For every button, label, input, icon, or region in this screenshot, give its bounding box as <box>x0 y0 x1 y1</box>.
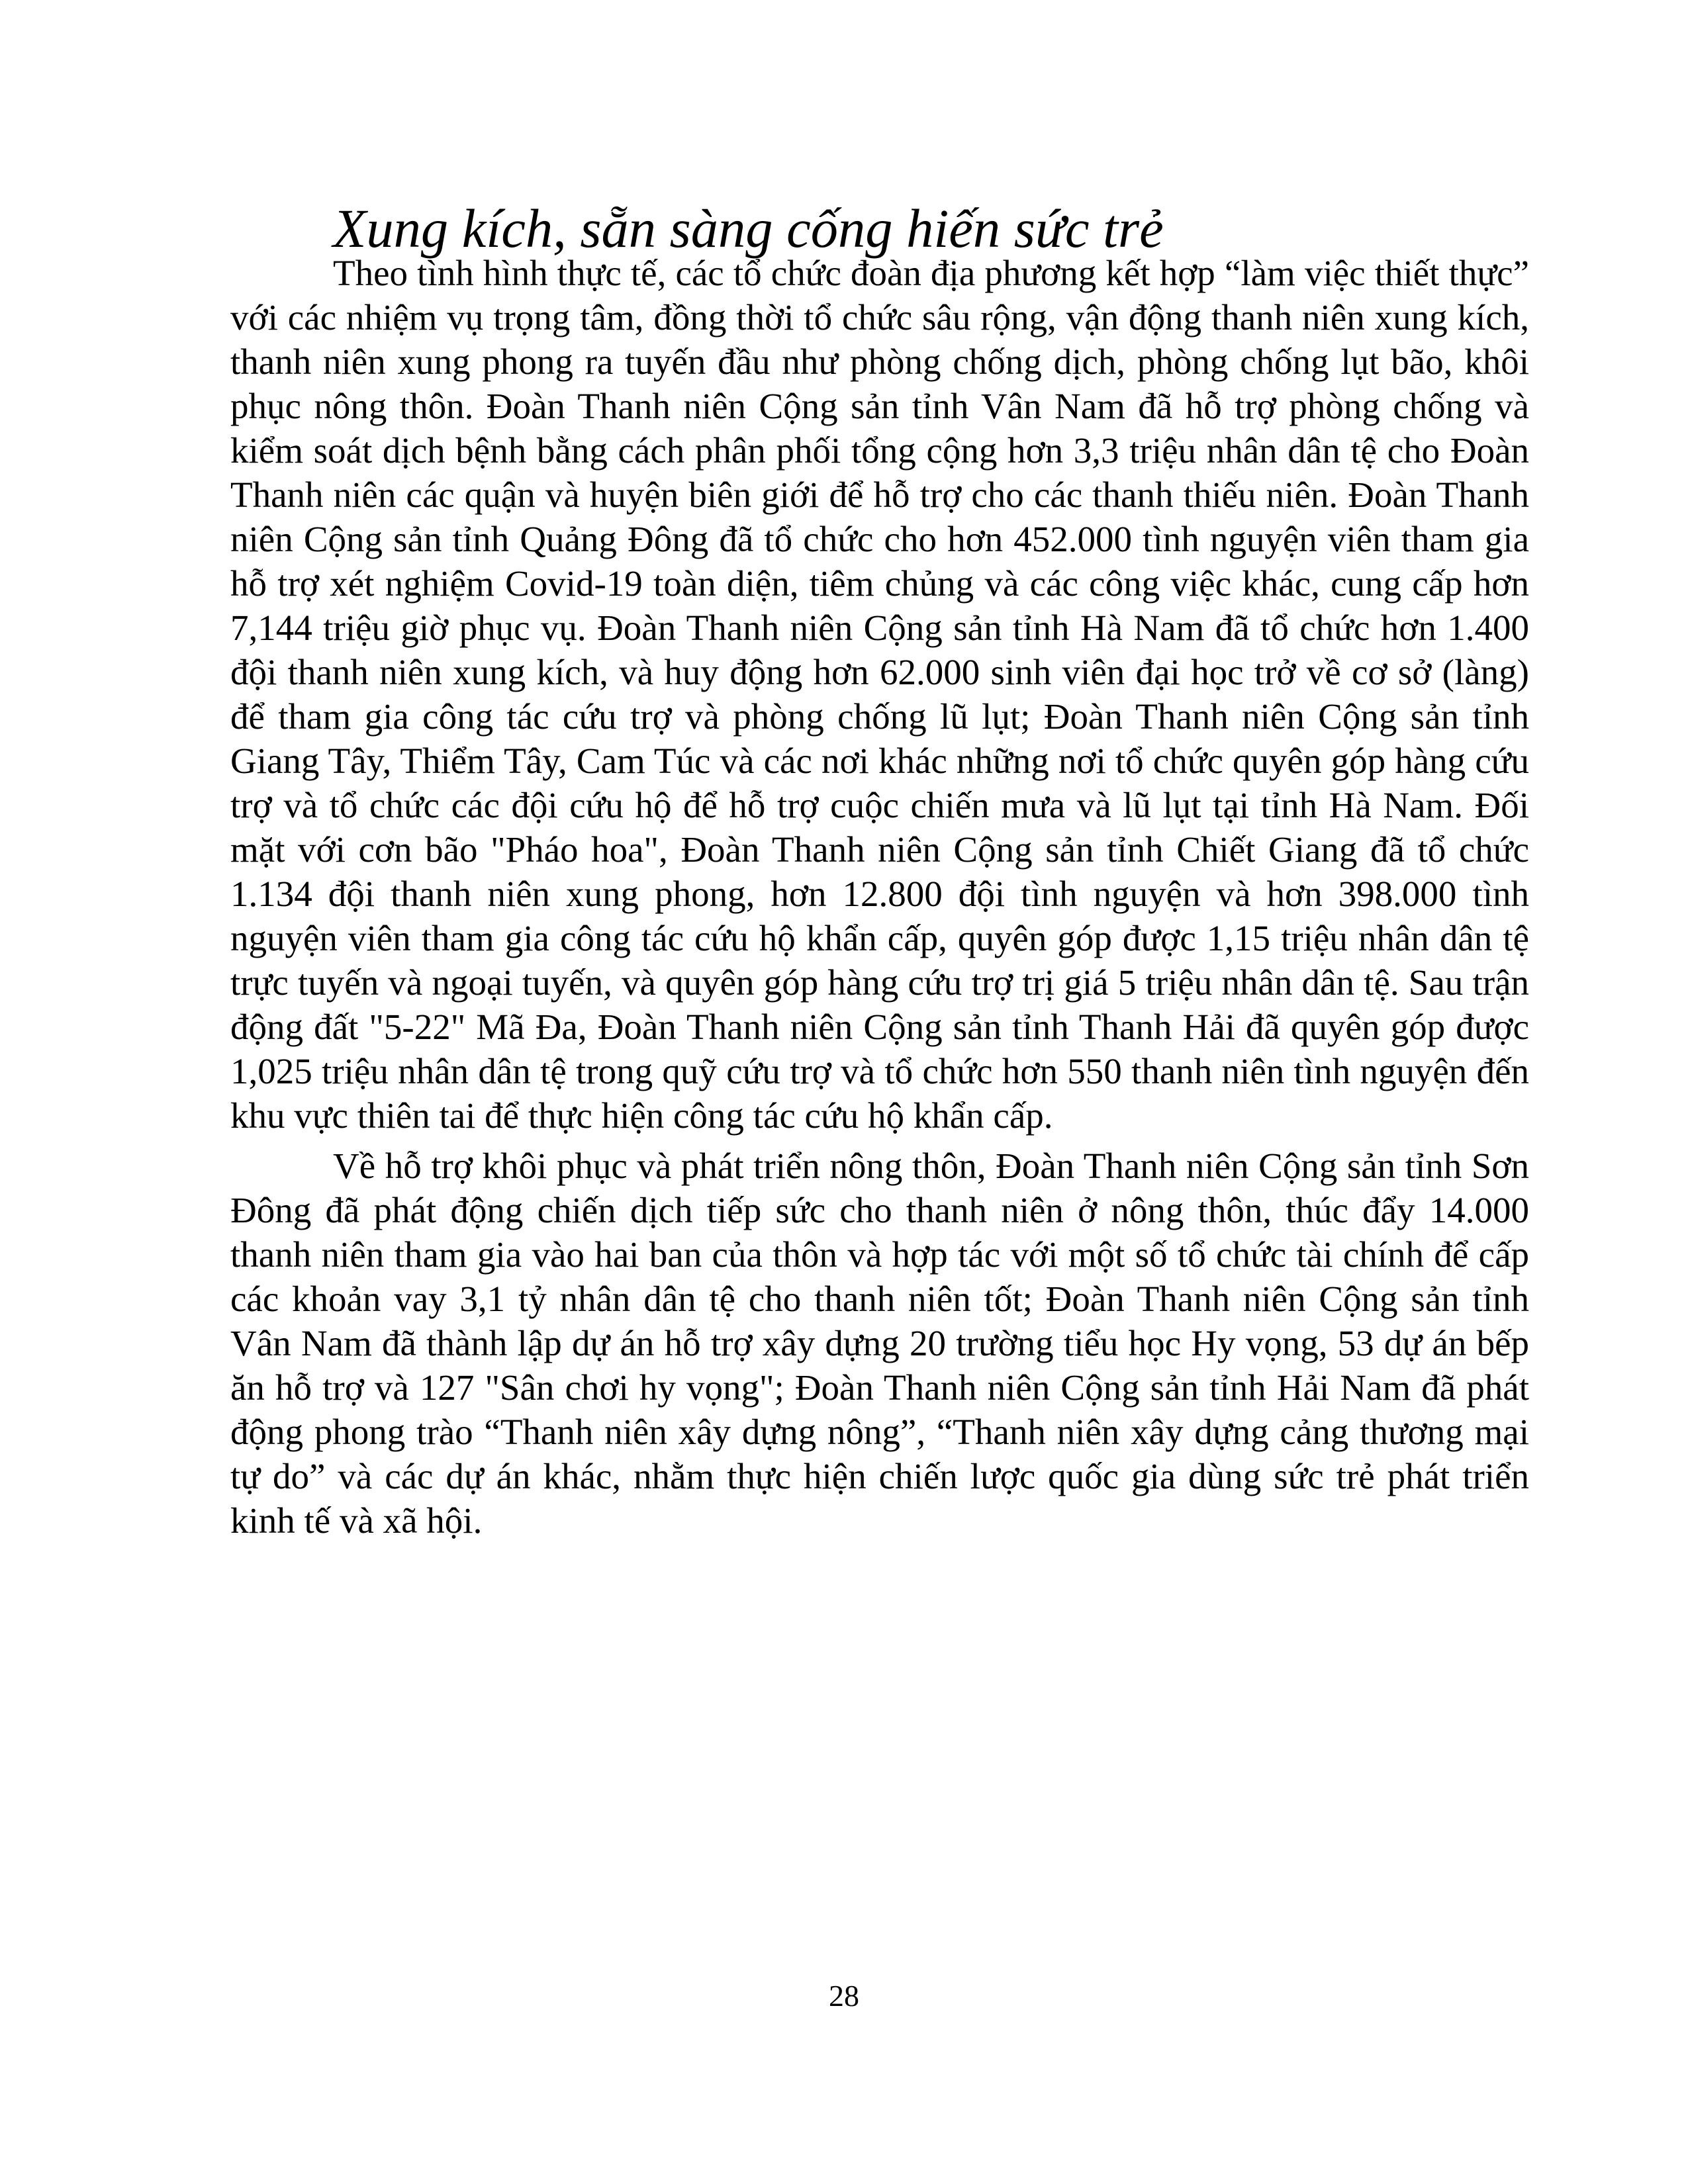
page-body <box>230 198 1529 1549</box>
section-subheading: Xung kích, sẵn sàng cống hiến sức trẻ <box>333 198 1164 259</box>
page-number: 28 <box>829 1979 859 2013</box>
paragraph-rural-development: Về hỗ trợ khôi phục và phát triển nông thôn, Đoàn Thanh niên Cộng sản tỉnh Sơn Đông đã phát động chiến dịch tiếp sức cho thanh niên ở nông thôn, thúc đẩy 14.000 thanh niên tham gia vào hai ban của thôn và hợp tác với một số tổ chức tài chính để cấp các khoản vay 3,1 tỷ nhân dân tệ cho thanh niên tốt; Đoàn Thanh niên Cộng sản tỉnh Vân Nam đã thành lập dự án hỗ trợ xây dựng 20 trường tiểu học Hy vọng, 53 dự án bếp ăn hỗ trợ và 127 "Sân chơi hy vọng"; Đoàn Thanh niên Cộng sản tỉnh Hải Nam đã phát động phong trào “Thanh niên xây dựng nông”, “Thanh niên xây dựng cảng thương mại tự do” và các dự án khác, nhằm thực hiện chiến lược quốc gia dùng sức trẻ phát triển kinh tế và xã hội. <box>230 1146 1529 1541</box>
paragraph-youth-frontline: Theo tình hình thực tế, các tổ chức đoàn địa phương kết hợp “làm việc thiết thực” với các nhiệm vụ trọng tâm, đồng thời tổ chức sâu rộng, vận động thanh niên xung kích, thanh niên xung phong ra tuyến đầu như phòng chống dịch, phòng chống lụt bão, khôi phục nông thôn. Đoàn Thanh niên Cộng sản tỉnh Vân Nam đã hỗ trợ phòng chống và kiểm soát dịch bệnh bằng cách phân phối tổng cộng hơn 3,3 triệu nhân dân tệ cho Đoàn Thanh niên các quận và huyện biên giới để hỗ trợ cho các thanh thiếu niên. Đoàn Thanh niên Cộng sản tỉnh Quảng Đông đã tổ chức cho hơn 452.000 tình nguyện viên tham gia hỗ trợ xét nghiệm Covid-19 toàn diện, tiêm chủng và các công việc khác, cung cấp hơn 7,144 triệu giờ phục vụ. Đoàn Thanh niên Cộng sản tỉnh Hà Nam đã tổ chức hơn 1.400 đội thanh niên xung kích, và huy động hơn 62.000 sinh viên đại học trở về cơ sở (làng) để tham gia công tác cứu trợ và phòng chống lũ lụt; Đoàn Thanh niên Cộng sản tỉnh Giang Tây, Thiểm Tây, Cam Túc và các nơi khác những nơi tổ chức quyên góp hàng cứu trợ và tổ chức các đội cứu hộ để hỗ trợ cuộc chiến mưa và lũ lụt tại tỉnh Hà Nam. Đối mặt với cơn bão "Pháo hoa", Đoàn Thanh niên Cộng sản tỉnh Chiết Giang đã tổ chức 1.134 đội thanh niên xung phong, hơn 12.800 đội tình nguyện và hơn 398.000 tình nguyện viên tham gia công tác cứu hộ khẩn cấp, quyên góp được 1,15 triệu nhân dân tệ trực tuyến và ngoại tuyến, và quyên góp hàng cứu trợ trị giá 5 triệu nhân dân tệ. Sau trận động đất "5-22" Mã Đa, Đoàn Thanh niên Cộng sản tỉnh Thanh Hải đã quyên góp được 1,025 triệu nhân dân tệ trong quỹ cứu trợ và tổ chức hơn 550 thanh niên tình nguyện đến khu vực thiên tai để thực hiện công tác cứu hộ khẩn cấp. <box>230 253 1529 1136</box>
